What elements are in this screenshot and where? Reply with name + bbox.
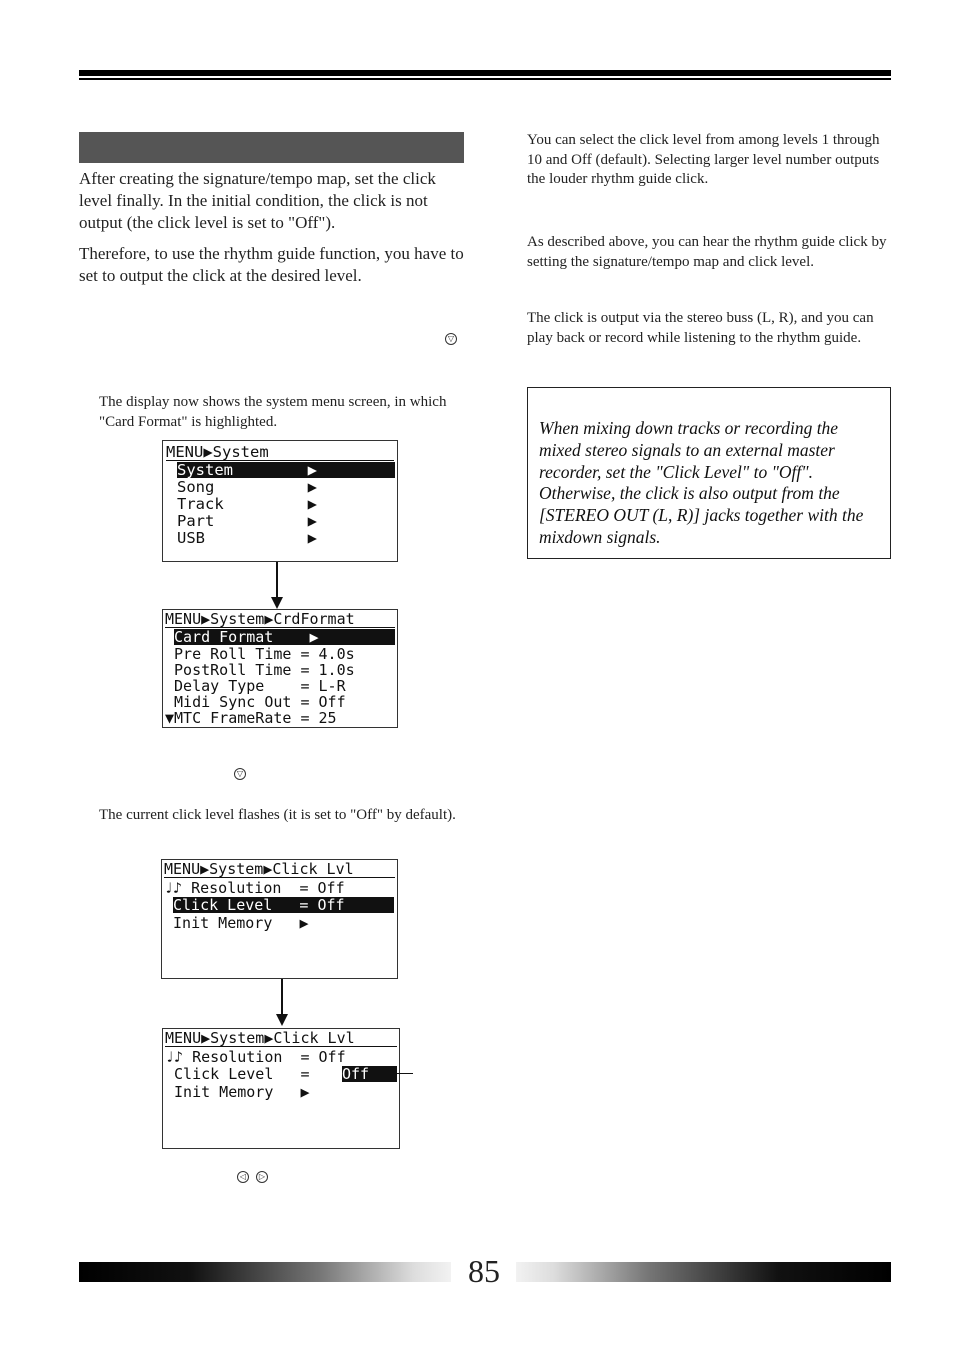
right-key-icon: ▷	[256, 1171, 268, 1183]
lcd-card-format	[162, 609, 398, 728]
footer-gradient-right	[516, 1262, 891, 1282]
lcd-system-menu	[162, 440, 398, 562]
step2-note: The current click level flashes (it is set to "Off" by default).	[99, 807, 456, 823]
lcd-item: PostRoll Time = 1.0s	[165, 661, 355, 679]
lcd-click-level-edit	[162, 1028, 400, 1149]
lcd-click-level	[161, 859, 398, 979]
intro-paragraph-2: Therefore, to use the rhythm guide function, you have to set to output the click at the desired level.	[79, 244, 464, 285]
lcd-item: ▼MTC FrameRate = 25	[165, 709, 337, 727]
lcd-item: Midi Sync Out = Off	[165, 693, 346, 711]
footer-gradient-left	[79, 1262, 451, 1282]
lcd-item: Song ▶	[177, 478, 317, 496]
lcd-item-selected: Click Level = Off	[173, 897, 394, 913]
header-rule-thick	[79, 70, 891, 76]
lcd-title: MENU▶System▶Click Lvl	[165, 1030, 397, 1047]
note-box	[527, 387, 891, 559]
lcd-title: MENU▶System	[166, 444, 394, 461]
left-key-icon: ◁	[237, 1171, 249, 1183]
lcd-item: Delay Type = L-R	[165, 677, 346, 695]
lcd-value-flashing: Off	[342, 1066, 397, 1082]
flow-arrow-head	[271, 597, 283, 609]
right-paragraph-1: You can select the click level from among levels 1 through 10 and Off (default). Selecting larger level number outputs the louder rhythm guide click.	[527, 132, 880, 187]
page-number: 85	[468, 1253, 500, 1289]
right-paragraph-2: As described above, you can hear the rhythm guide click by setting the signature/tempo map and click level.	[527, 234, 887, 270]
down-key-icon: ▽	[234, 768, 246, 780]
lcd-item-selected: Card Format ▶	[174, 629, 395, 645]
lcd-item: Click Level =	[165, 1065, 319, 1083]
lcd-item: Pre Roll Time = 4.0s	[165, 645, 355, 663]
lcd-item: Track ▶	[177, 495, 317, 513]
intro-paragraph-1: After creating the signature/tempo map, set the click level finally. In the initial condition, the click is not output (the click level is set to "Off").	[79, 169, 436, 232]
header-rule-thin	[79, 78, 891, 80]
lcd-item: USB ▶	[177, 529, 317, 547]
flow-arrow-line	[281, 979, 283, 1015]
lcd-item: Init Memory ▶	[165, 1083, 310, 1101]
lcd-item: Part ▶	[177, 512, 317, 530]
lcd-title: MENU▶System▶CrdFormat	[165, 611, 395, 628]
right-paragraph-3: The click is output via the stereo buss (L, R), and you can play back or record while listening to the rhythm guide.	[527, 310, 874, 346]
lcd-title: MENU▶System▶Click Lvl	[164, 861, 395, 878]
step1-note: The display now shows the system menu screen, in which "Card Format" is highlighted.	[99, 394, 447, 430]
lcd-item: ♩♪ Resolution = Off	[165, 1048, 346, 1066]
section-heading-bar	[79, 132, 464, 163]
flow-arrow-line	[276, 562, 278, 598]
lcd-item: ♩♪ Resolution = Off	[164, 879, 345, 897]
lcd-item-selected: System ▶	[177, 462, 395, 478]
note-text: When mixing down tracks or recording the mixed stereo signals to an external master recorder, set the "Click Level" to "Off". Otherwise, the click is also output from the [STEREO OUT (L, R)] jacks together with the mixdown signals.	[539, 418, 864, 547]
callout-line	[397, 1073, 413, 1074]
flow-arrow-head	[276, 1014, 288, 1026]
lcd-item: Init Memory ▶	[164, 914, 309, 932]
down-key-icon: ▽	[445, 333, 457, 345]
